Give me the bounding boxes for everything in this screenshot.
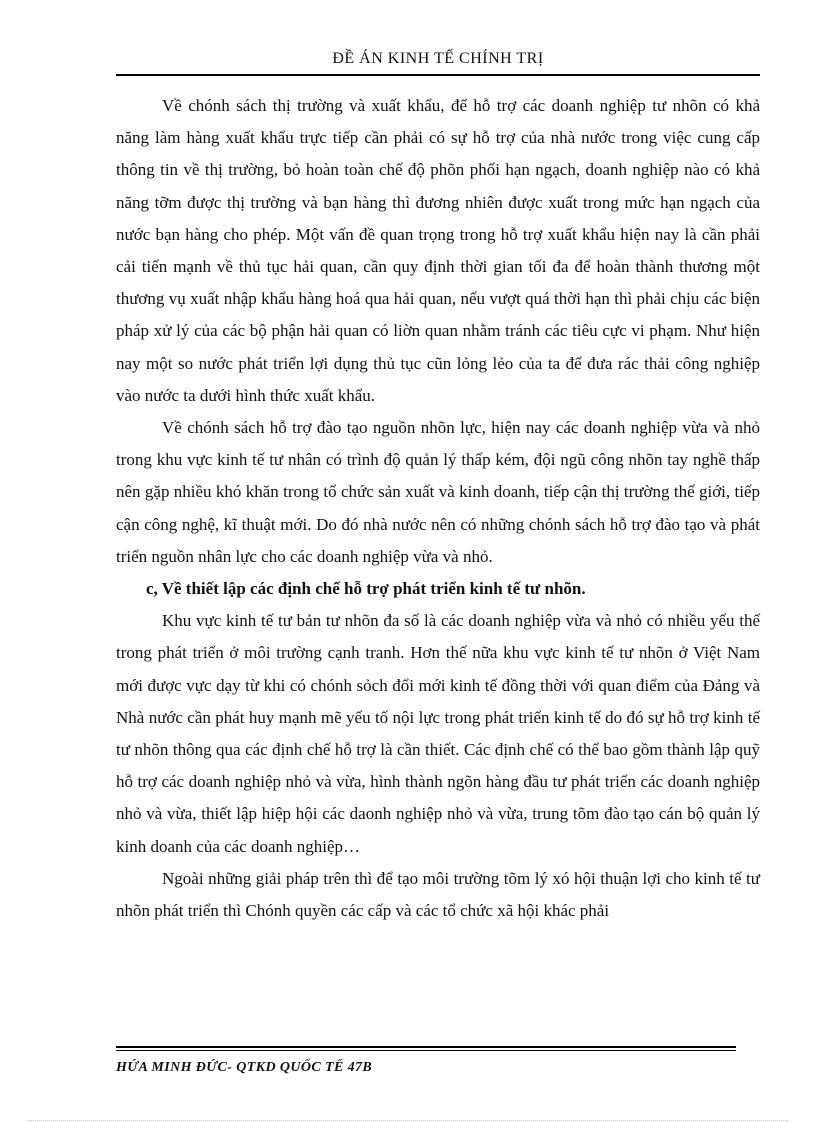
document-title: ĐỀ ÁN KINH TẾ CHÍNH TRỊ [332,50,544,67]
footer-divider-thin [116,1050,736,1051]
paragraph-human-resource-policy: Về chónh sách hỗ trợ đào tạo nguồn nhõn lực, hiện nay các doanh nghiệp vừa và nhỏ trong khu vực kinh tế tư nhân có trình độ quản lý thấp kém, đội ngũ công nhõn tay nghề thấp nên gặp nhiều khó khăn trong tổ chức sản xuất và kinh doanh, tiếp cận thị trường thế giới, tiếp cận công nghệ, kĩ thuật mới. Do đó nhà nước nên có những chónh sách hỗ trợ đào tạo và phát triển nguồn nhân lực cho các doanh nghiệp vừa và nhỏ. [116,418,760,566]
paragraph-institutions: Khu vực kinh tế tư bản tư nhõn đa số là các doanh nghiệp vừa và nhỏ có nhiều yếu thế trong phát triển ở môi trường cạnh tranh. Hơn thế nữa khu vực kinh tế tư nhõn ở Việt Nam mới được vực dạy từ khi có chónh sỏch đổi mới kinh tế đồng thời với quan điểm của Đảng và Nhà nước cần phát huy mạnh mẽ yếu tố nội lực trong phát triển kinh tế do đó sự hỗ trợ kinh tế tư nhõn thông qua các định chế hỗ trợ là cần thiết. Các định chế có thể bao gồm thành lập quỹ hỗ trợ các doanh nghiệp nhỏ và vừa, hình thành ngõn hàng đầu tư phát triển các doanh nghiệp nhỏ và vừa, thiết lập hiệp hội các daonh nghiệp nhỏ và vừa, trung tõm đào tạo cán bộ quản lý kinh doanh của các doanh nghiệp… [116,611,760,856]
footer-author: HỨA MINH ĐỨC- QTKD QUỐC TẾ 47B [116,1060,373,1075]
page-header [116,44,760,76]
section-heading: c, Về thiết lập các định chế hỗ trợ phát triển kinh tế tư nhõn. [146,579,586,599]
footer-divider [116,1046,736,1048]
paragraph-market-export-policy: Về chónh sách thị trường và xuất khẩu, để hỗ trợ các doanh nghiệp tư nhõn có khả năng làm hàng xuất khẩu trực tiếp cần phải có sự hỗ trợ của nhà nước trong việc cung cấp thông tin về thị trường, bỏ hoàn toàn chế độ phõn phối hạn ngạch, doanh nghiệp nào có khả năng tỡm được thị trường và bạn hàng thì đương nhiên được xuất trong mức hạn ngạch của nước bạn hàng cho phép. Một vấn đề quan trọng trong hỗ trợ xuất khẩu hiện nay là cần phải cải tiến mạnh về thủ tục hải quan, cần quy định thời gian tối đa để hoàn thành thương một thương vụ xuất nhập khẩu hàng hoá qua hải quan, nếu vượt quá thời hạn thì phải chịu các biện pháp xử lý của các bộ phận hải quan có liờn quan nhằm tránh các tiêu cực vi phạm. Như hiện nay một so nước phát triển lợi dụng thủ tục cũn lỏng lẻo của ta để đưa rác thải công nghiệp vào nước ta dưới hình thức xuất khẩu. [116,96,760,405]
page-footer [116,1046,736,1076]
page-bottom-border [28,1120,788,1121]
document-body [116,90,760,927]
paragraph-social-environment: Ngoài những giải pháp trên thì để tạo môi trường tõm lý xó hội thuận lợi cho kinh tế tư nhõn phát triển thì Chónh quyền các cấp và các tổ chức xã hội khác phải [116,868,760,921]
